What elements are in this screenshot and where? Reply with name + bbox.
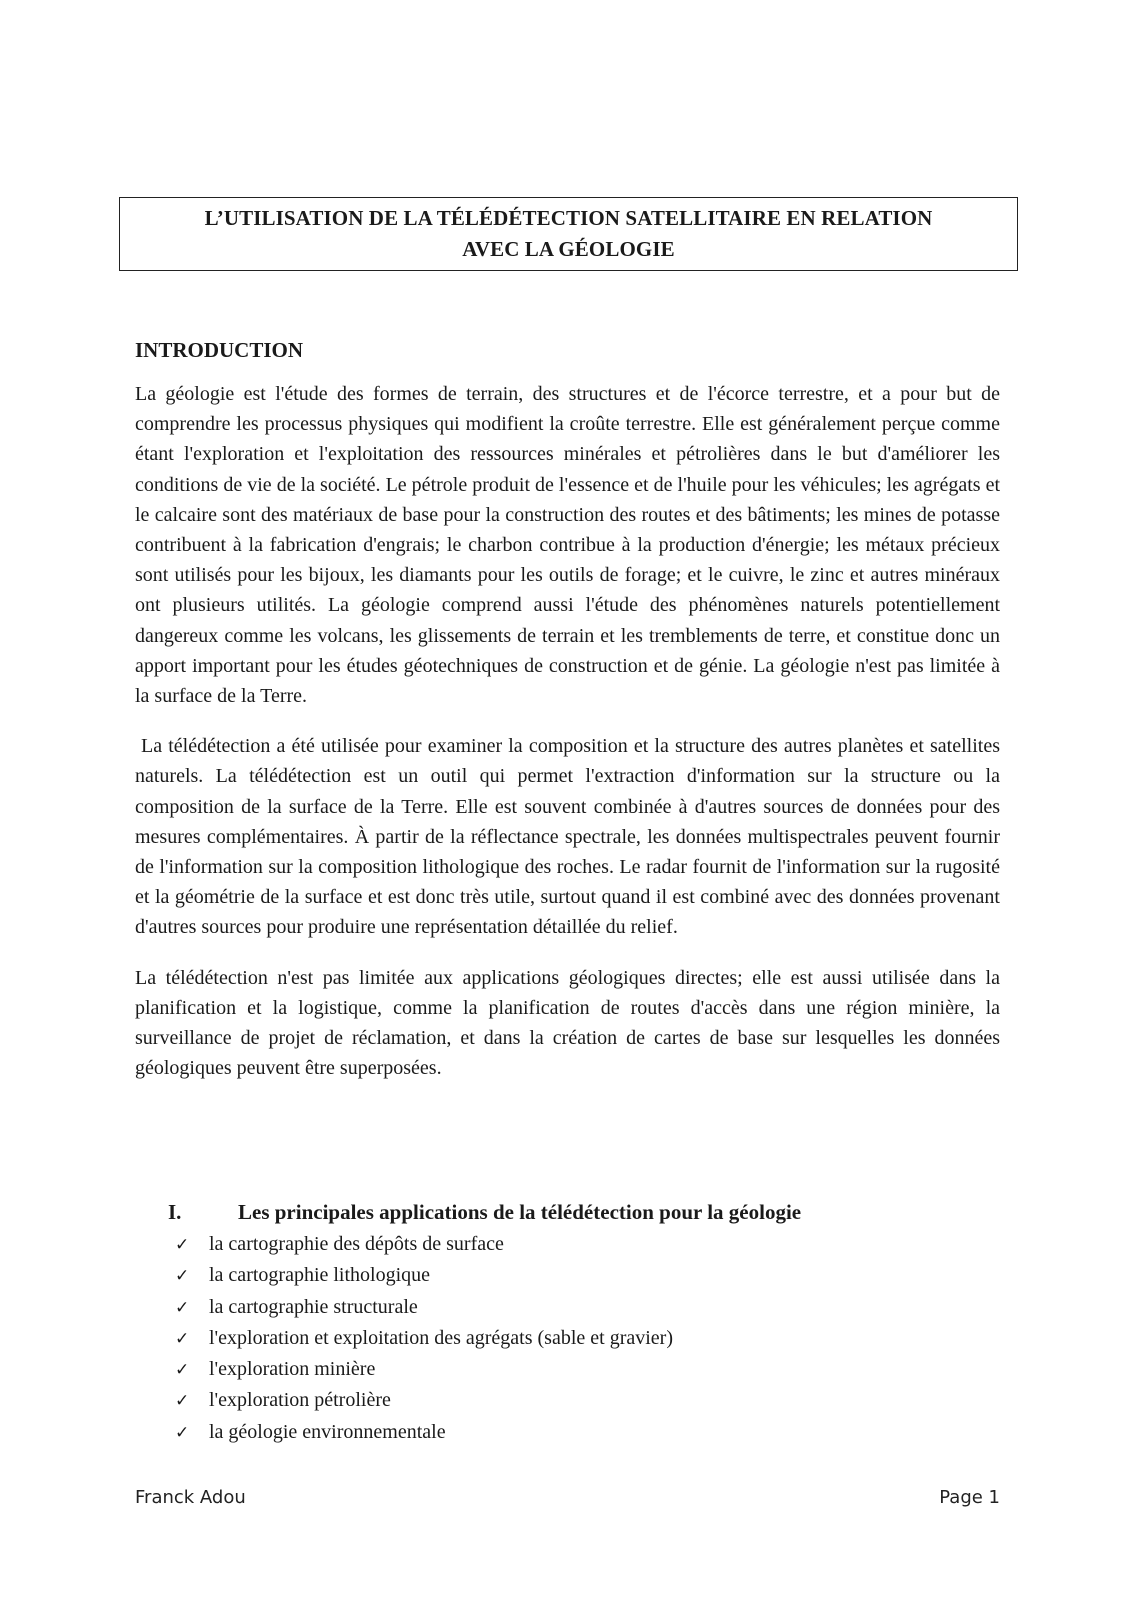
document-title-line-1: L’UTILISATION DE LA TÉLÉDÉTECTION SATELLITAIRE EN RELATION [204,206,933,230]
list-item-text: la cartographie lithologique [209,1264,431,1287]
checkmark-icon: ✓ [175,1266,190,1287]
list-item-text: la cartographie des dépôts de surface [209,1233,504,1255]
list-item-text: l'exploration et exploitation des agrégats (sable et gravier) [209,1326,673,1349]
list-item-text: l'exploration minière [209,1358,376,1381]
checkmark-icon: ✓ [175,1360,190,1381]
applications-list [175,1229,673,1448]
list-item [175,1417,673,1448]
list-item [175,1354,673,1385]
checkmark-icon: ✓ [175,1328,190,1349]
list-item [175,1260,673,1291]
footer-author: Franck Adou [135,1487,246,1508]
intro-paragraph-3: La télédétection n'est pas limitée aux applications géologiques directes; elle est aussi utilisée dans la planification et la logistique, comme la planification de routes d'accès dans une région minière, la surveillance de projet de réclamation, et dans la création de cartes de base sur lesquelles les données géologiques peuvent être superposées. [135,966,1000,1080]
section-1-title: Les principales applications de la télédétection pour la géologie [238,1200,802,1224]
list-item [175,1229,673,1260]
document-title-line-2: AVEC LA GÉOLOGIE [462,237,675,261]
introduction-heading: INTRODUCTION [135,338,304,362]
document-title-box [119,197,1018,271]
intro-paragraph-2: La télédétection a été utilisée pour examiner la composition et la structure des autres planètes et satellites naturels. La télédétection est un outil qui permet l'extraction d'information sur la structure ou la composition de la surface de la Terre. Elle est souvent combinée à d'autres sources de données pour des mesures complémentaires. À partir de la réflectance spectrale, les données multispectrales peuvent fournir de l'information sur la composition lithologique des roches. Le radar fournit de l'information sur la rugosité et la géométrie de la surface et est donc très utile, surtout quand il est combiné avec des données provenant d'autres sources pour produire une représentation détaillée du relief. [135,735,1000,939]
section-1-heading [168,1197,801,1227]
list-item [175,1323,673,1354]
checkmark-icon: ✓ [175,1297,190,1318]
checkmark-icon: ✓ [175,1391,190,1412]
checkmark-icon: ✓ [175,1422,190,1443]
list-item [175,1385,673,1416]
checkmark-icon: ✓ [175,1235,190,1255]
list-item-text: la cartographie structurale [209,1295,418,1318]
document-body [135,335,1000,1103]
list-item-text: l'exploration pétrolière [209,1389,391,1412]
intro-paragraph-1: La géologie est l'étude des formes de terrain, des structures et de l'écorce terrestre, et a pour but de comprendre les processus physiques qui modifient la croûte terrestre. Elle est généralement perçue comme étant l'exploration et l'exploitation des ressources minérales et pétrolières dans le but d'améliorer les conditions de vie de la société. Le pétrole produit de l'essence et de l'huile pour les véhicules; les agrégats et le calcaire sont des matériaux de base pour la construction des routes et des bâtiments; les mines de potasse contribuent à la fabrication d'engrais; le charbon contribue à la production d'énergie; les métaux précieux sont utilisés pour les bijoux, les diamants pour les outils de forage; et le cuivre, le zinc et autres minéraux ont plusieurs utilités. La géologie comprend aussi l'étude des phénomènes naturels potentiellement dangereux comme les volcans, les glissements de terrain et les tremblements de terre, et constitue donc un apport important pour les études géotechniques de construction et de génie. La géologie n'est pas limitée à la surface de la Terre. [135,383,1000,708]
list-item-text: la géologie environnementale [209,1420,446,1443]
list-item [175,1292,673,1323]
page-footer [135,1487,1000,1508]
section-1-number: I. [168,1200,182,1224]
footer-page-number: Page 1 [939,1487,1000,1508]
